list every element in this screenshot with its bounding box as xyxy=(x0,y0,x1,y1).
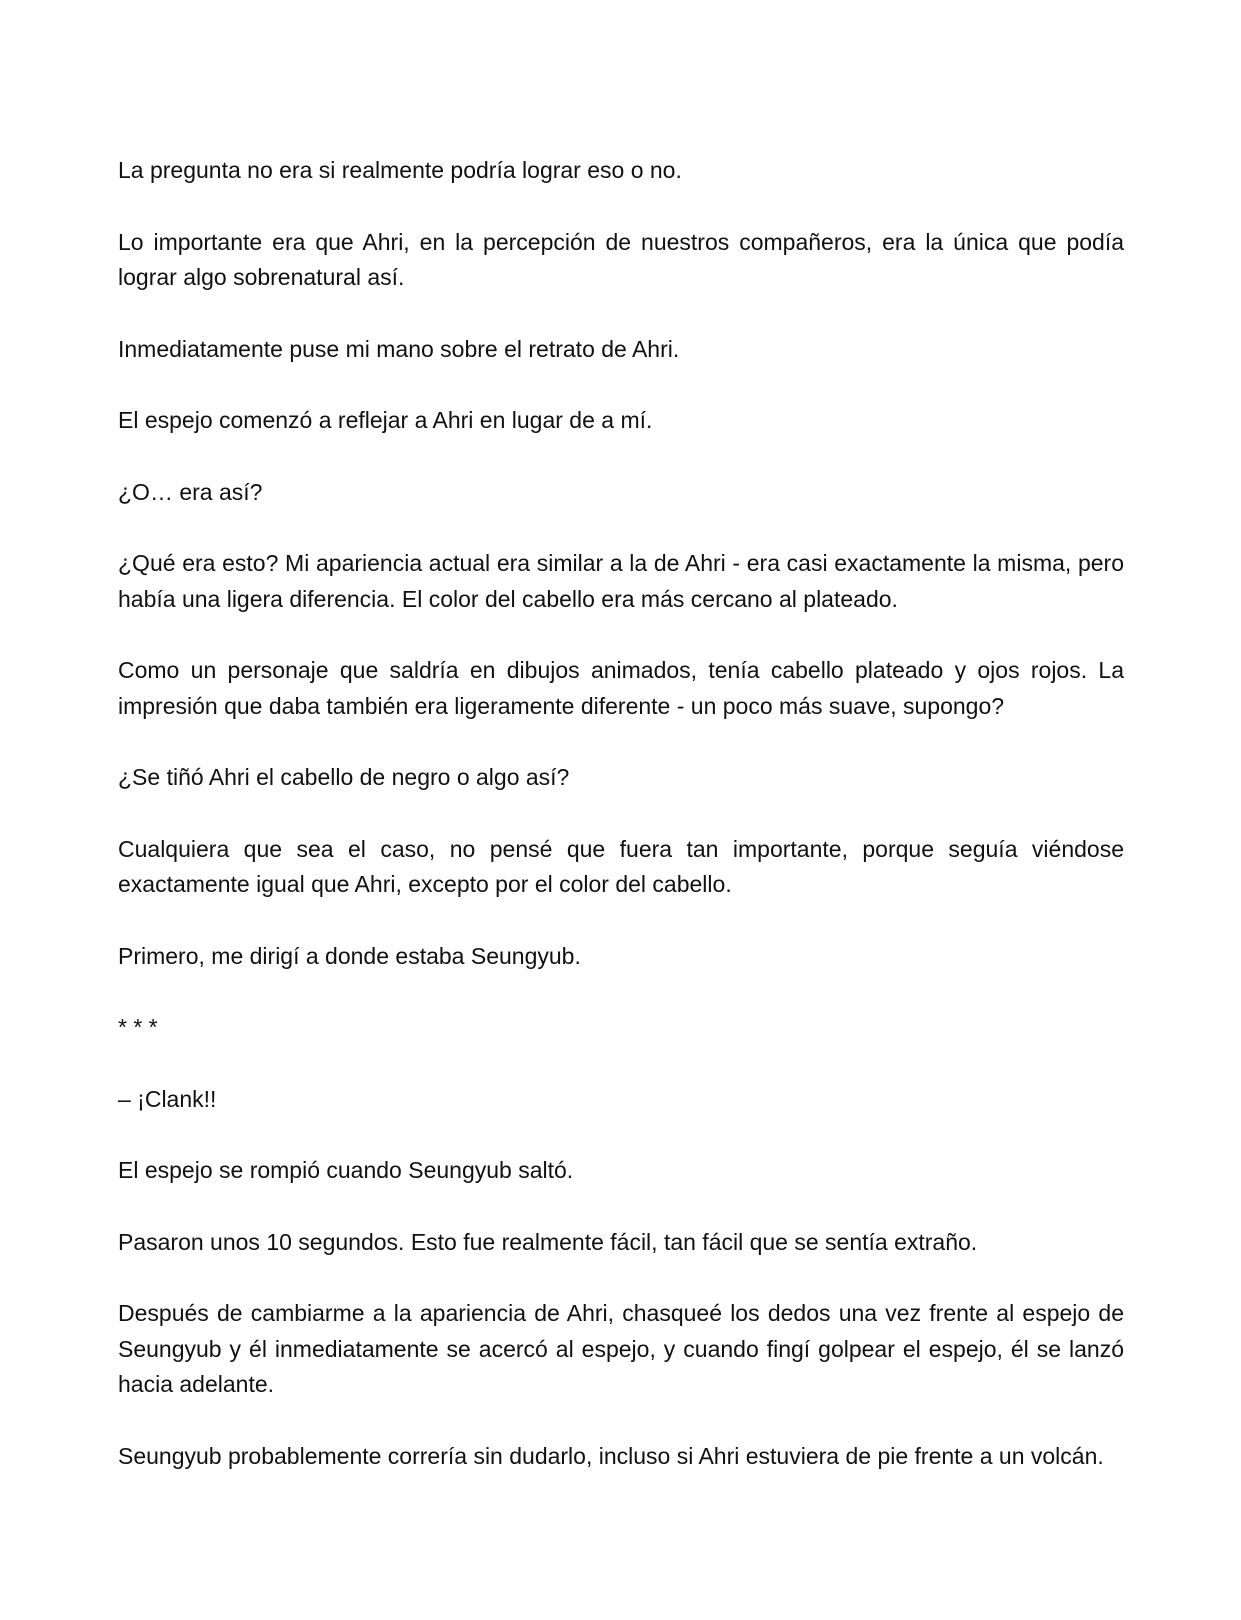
paragraph: Después de cambiarme a la apariencia de Ahri, chasqueé los dedos una vez frente al espejo de Seungyub y él inmediatamente se acercó al espejo, y cuando fingí golpear el espejo, él se lanzó hacia adelante. xyxy=(118,1300,1124,1397)
paragraph: – ¡Clank!! xyxy=(118,1085,217,1112)
paragraph: ¿Qué era esto? Mi apariencia actual era similar a la de Ahri - era casi exactamente la misma, pero había una ligera diferencia. El color del cabello era más cercano al plateado. xyxy=(118,550,1124,612)
paragraph: Primero, me dirigí a donde estaba Seungyub. xyxy=(118,942,581,969)
paragraph: El espejo se rompió cuando Seungyub saltó. xyxy=(118,1157,574,1183)
paragraph: Inmediatamente puse mi mano sobre el retrato de Ahri. xyxy=(118,335,680,362)
paragraph: El espejo comenzó a reflejar a Ahri en lugar de a mí. xyxy=(118,407,653,433)
paragraph: Pasaron unos 10 segundos. Esto fue realmente fácil, tan fácil que se sentía extraño. xyxy=(118,1228,978,1255)
paragraph: ¿Se tiñó Ahri el cabello de negro o algo así? xyxy=(118,764,570,790)
scene-break: * * * xyxy=(118,1014,158,1040)
paragraph: Cualquiera que sea el caso, no pensé que fuera tan importante, porque seguía viéndose exactamente igual que Ahri, excepto por el color del cabello. xyxy=(118,835,1124,897)
paragraph: Como un personaje que saldría en dibujos animados, tenía cabello plateado y ojos rojos. La impresión que daba también era ligeramente diferente - un poco más suave, supongo? xyxy=(118,657,1124,719)
paragraph: La pregunta no era si realmente podría lograr eso o no. xyxy=(118,157,682,183)
document-body xyxy=(118,153,1124,1474)
paragraph: Lo importante era que Ahri, en la percepción de nuestros compañeros, era la única que podía lograr algo sobrenatural así. xyxy=(118,228,1124,290)
paragraph: ¿O… era así? xyxy=(118,478,263,505)
paragraph: Seungyub probablemente correría sin dudarlo, incluso si Ahri estuviera de pie frente a un volcán. xyxy=(118,1442,1104,1469)
